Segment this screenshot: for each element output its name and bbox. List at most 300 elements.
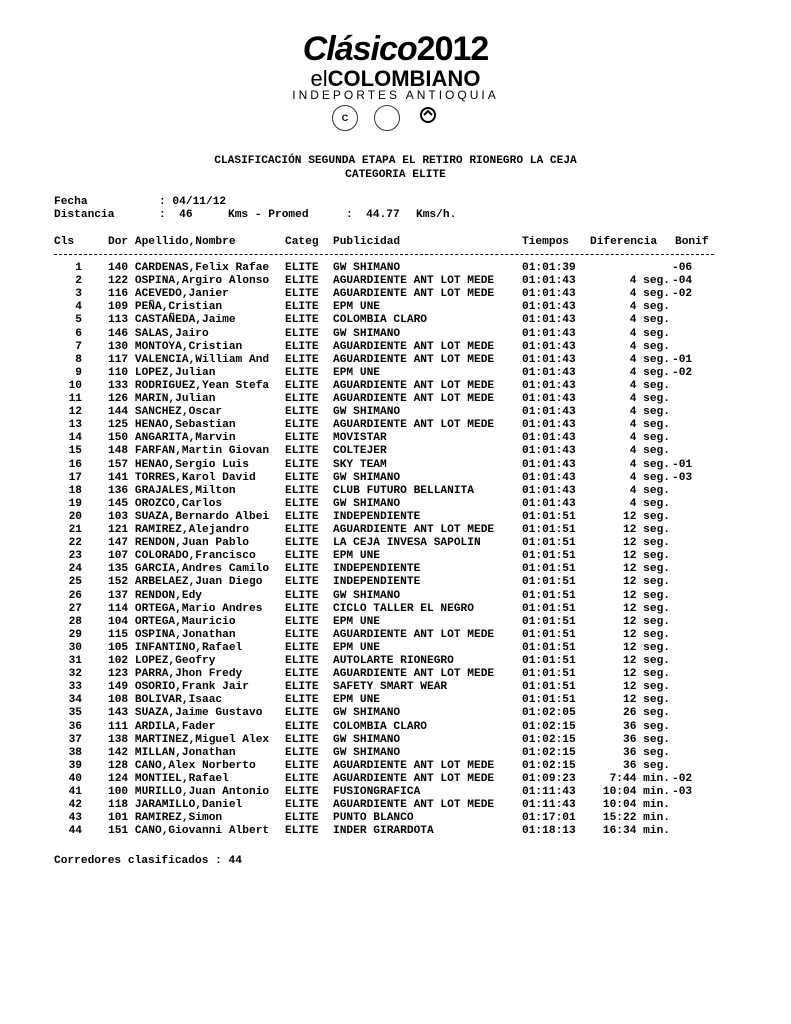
cell-cls: 42 bbox=[68, 799, 82, 812]
cell-categ: ELITE bbox=[285, 406, 319, 419]
table-row bbox=[0, 681, 791, 694]
table-row bbox=[0, 537, 791, 550]
table-row bbox=[0, 485, 791, 498]
cell-cls: 34 bbox=[68, 694, 82, 707]
sponsor-logo-indeportes bbox=[416, 105, 440, 129]
cell-dor-name: 136 GRAJALES,Milton bbox=[108, 484, 236, 497]
col-header-bonif: Bonif bbox=[675, 236, 709, 248]
cell-dor-name: 128 CANO,Alex Norberto bbox=[108, 759, 256, 772]
cell-categ: ELITE bbox=[285, 668, 319, 681]
cell-cls: 29 bbox=[68, 628, 82, 641]
cell-publicidad: AGUARDIENTE ANT LOT MEDE bbox=[333, 759, 495, 772]
cell-cls: 2 bbox=[75, 275, 82, 288]
table-row bbox=[0, 786, 791, 799]
cell-publicidad: AGUARDIENTE ANT LOT MEDE bbox=[333, 340, 495, 353]
cell-dor-name: 102 LOPEZ,Geofry bbox=[108, 655, 216, 667]
cell-diferencia: 12 seg. bbox=[623, 589, 670, 602]
cell-publicidad: GW SHIMANO bbox=[333, 746, 401, 759]
cell-diferencia: 4 seg. bbox=[629, 406, 670, 419]
cell-tiempo: 01:11:43 bbox=[522, 786, 576, 798]
cell-categ: ELITE bbox=[285, 563, 319, 576]
cell-dor-name: 109 PEÑA,Cristian bbox=[108, 301, 223, 314]
table-row bbox=[0, 393, 791, 406]
distancia-value: : 46 bbox=[159, 209, 193, 221]
cell-tiempo: 01:01:39 bbox=[522, 262, 576, 274]
table-row bbox=[0, 773, 791, 786]
cell-publicidad: GW SHIMANO bbox=[333, 262, 401, 274]
cell-publicidad: GW SHIMANO bbox=[333, 406, 401, 419]
cell-tiempo: 01:01:51 bbox=[522, 537, 576, 550]
cell-cls: 5 bbox=[75, 314, 82, 327]
cell-dor-name: 126 MARIN,Julian bbox=[108, 393, 216, 405]
cell-diferencia: 4 seg. bbox=[629, 288, 670, 301]
cell-categ: ELITE bbox=[285, 655, 319, 667]
cell-categ: ELITE bbox=[285, 550, 319, 563]
cell-tiempo: 01:01:43 bbox=[522, 419, 576, 432]
cell-publicidad: AGUARDIENTE ANT LOT MEDE bbox=[333, 628, 495, 641]
cell-cls: 25 bbox=[68, 576, 82, 589]
cell-diferencia: 4 seg. bbox=[629, 432, 670, 445]
cell-tiempo: 01:01:43 bbox=[522, 288, 576, 301]
cell-tiempo: 01:01:43 bbox=[522, 471, 576, 484]
table-row bbox=[0, 550, 791, 563]
cell-publicidad: INDER GIRARDOTA bbox=[333, 825, 434, 838]
cell-tiempo: 01:01:43 bbox=[522, 458, 576, 471]
cell-publicidad: GW SHIMANO bbox=[333, 327, 401, 340]
event-logo-subtitle: elCOLOMBIANO bbox=[310, 66, 481, 91]
cell-cls: 41 bbox=[68, 786, 82, 798]
col-header-categ: Categ bbox=[285, 236, 319, 248]
cell-publicidad: AGUARDIENTE ANT LOT MEDE bbox=[333, 353, 495, 366]
table-row bbox=[0, 314, 791, 327]
cell-publicidad: AGUARDIENTE ANT LOT MEDE bbox=[333, 419, 495, 432]
cell-dor-name: 105 INFANTINO,Rafael bbox=[108, 641, 243, 654]
cell-tiempo: 01:01:43 bbox=[522, 406, 576, 419]
cell-dor-name: 151 CANO,Giovanni Albert bbox=[108, 825, 270, 838]
cell-publicidad: AGUARDIENTE ANT LOT MEDE bbox=[333, 288, 495, 301]
cell-categ: ELITE bbox=[285, 379, 319, 392]
cell-bonif: -01 bbox=[672, 353, 693, 366]
cell-tiempo: 01:01:43 bbox=[522, 393, 576, 405]
cell-diferencia: 12 seg. bbox=[623, 537, 670, 550]
sponsor-logos bbox=[330, 105, 450, 133]
cell-cls: 7 bbox=[75, 340, 82, 353]
cell-tiempo: 01:01:51 bbox=[522, 641, 576, 654]
cell-categ: ELITE bbox=[285, 432, 319, 445]
cell-categ: ELITE bbox=[285, 786, 319, 798]
cell-tiempo: 01:09:23 bbox=[522, 772, 576, 785]
promed-value: : 44.77 bbox=[346, 209, 400, 221]
cell-bonif: -01 bbox=[672, 458, 693, 471]
cell-publicidad: CICLO TALLER EL NEGRO bbox=[333, 602, 474, 615]
cell-cls: 24 bbox=[68, 563, 82, 576]
cell-cls: 37 bbox=[68, 733, 82, 746]
cell-dor-name: 152 ARBELAEZ,Juan Diego bbox=[108, 576, 263, 589]
cell-tiempo: 01:02:15 bbox=[522, 759, 576, 772]
cell-cls: 4 bbox=[75, 301, 82, 314]
cell-dor-name: 123 PARRA,Jhon Fredy bbox=[108, 668, 243, 681]
table-row bbox=[0, 432, 791, 445]
table-row bbox=[0, 603, 791, 616]
cell-tiempo: 01:01:43 bbox=[522, 484, 576, 497]
cell-tiempo: 01:01:43 bbox=[522, 379, 576, 392]
cell-publicidad: AGUARDIENTE ANT LOT MEDE bbox=[333, 772, 495, 785]
cell-diferencia: 12 seg. bbox=[623, 628, 670, 641]
table-row bbox=[0, 445, 791, 458]
cell-dor-name: 100 MURILLO,Juan Antonio bbox=[108, 786, 270, 798]
cell-diferencia: 10:04 min. bbox=[602, 786, 670, 798]
table-row bbox=[0, 367, 791, 380]
cell-cls: 31 bbox=[68, 655, 82, 667]
table-row bbox=[0, 734, 791, 747]
cell-categ: ELITE bbox=[285, 445, 319, 458]
cell-tiempo: 01:02:15 bbox=[522, 746, 576, 759]
col-header-publicidad: Publicidad bbox=[333, 236, 401, 248]
cell-diferencia: 4 seg. bbox=[629, 497, 670, 510]
cell-tiempo: 01:01:43 bbox=[522, 445, 576, 458]
cell-dor-name: 140 CARDENAS,Felix Rafae bbox=[108, 262, 270, 274]
cell-publicidad: INDEPENDIENTE bbox=[333, 510, 421, 523]
col-header-diferencia: Diferencia bbox=[590, 236, 658, 248]
cell-diferencia: 4 seg. bbox=[629, 471, 670, 484]
fecha-value: : 04/11/12 bbox=[159, 196, 227, 208]
cell-dor-name: 135 GARCIA,Andres Camilo bbox=[108, 563, 270, 576]
cell-tiempo: 01:01:51 bbox=[522, 589, 576, 602]
table-row bbox=[0, 341, 791, 354]
cell-dor-name: 117 VALENCIA,William And bbox=[108, 353, 270, 366]
cell-cls: 32 bbox=[68, 668, 82, 681]
cell-cls: 36 bbox=[68, 720, 82, 733]
cell-diferencia: 4 seg. bbox=[629, 340, 670, 353]
table-row bbox=[0, 825, 791, 838]
cell-diferencia: 7:44 min. bbox=[609, 772, 670, 785]
cell-diferencia: 4 seg. bbox=[629, 458, 670, 471]
table-row bbox=[0, 707, 791, 720]
cell-diferencia: 12 seg. bbox=[623, 615, 670, 628]
table-row bbox=[0, 459, 791, 472]
cell-cls: 40 bbox=[68, 772, 82, 785]
cell-cls: 16 bbox=[68, 458, 82, 471]
cell-dor-name: 104 ORTEGA,Mauricio bbox=[108, 615, 236, 628]
table-row bbox=[0, 275, 791, 288]
cell-tiempo: 01:01:43 bbox=[522, 497, 576, 510]
cell-diferencia: 36 seg. bbox=[623, 720, 670, 733]
table-row bbox=[0, 576, 791, 589]
cell-diferencia: 10:04 min. bbox=[602, 799, 670, 812]
cell-tiempo: 01:01:43 bbox=[522, 314, 576, 327]
cell-diferencia: 4 seg. bbox=[629, 327, 670, 340]
cell-categ: ELITE bbox=[285, 589, 319, 602]
cell-diferencia: 12 seg. bbox=[623, 576, 670, 589]
cell-publicidad: COLTEJER bbox=[333, 445, 387, 458]
report-title: CLASIFICACIÓN SEGUNDA ETAPA EL RETIRO RIONEGRO LA CEJA bbox=[214, 155, 577, 167]
cell-cls: 15 bbox=[68, 445, 82, 458]
report-category: CATEGORIA ELITE bbox=[345, 169, 446, 181]
cell-dor-name: 142 MILLAN,Jonathan bbox=[108, 746, 236, 759]
table-row bbox=[0, 328, 791, 341]
cell-categ: ELITE bbox=[285, 576, 319, 589]
cell-tiempo: 01:11:43 bbox=[522, 799, 576, 812]
cell-diferencia: 4 seg. bbox=[629, 301, 670, 314]
cell-categ: ELITE bbox=[285, 471, 319, 484]
cell-dor-name: 103 SUAZA,Bernardo Albei bbox=[108, 510, 270, 523]
cell-cls: 39 bbox=[68, 759, 82, 772]
cell-tiempo: 01:01:43 bbox=[522, 340, 576, 353]
cell-tiempo: 01:01:51 bbox=[522, 655, 576, 667]
cell-publicidad: GW SHIMANO bbox=[333, 589, 401, 602]
event-logo-tagline: INDEPORTES ANTIOQUIA bbox=[292, 88, 499, 102]
cell-dor-name: 116 ACEVEDO,Janier bbox=[108, 288, 229, 301]
cell-diferencia: 12 seg. bbox=[623, 641, 670, 654]
cell-diferencia: 12 seg. bbox=[623, 668, 670, 681]
cell-bonif: -03 bbox=[672, 786, 693, 798]
cell-publicidad: EPM UNE bbox=[333, 550, 380, 563]
table-row bbox=[0, 760, 791, 773]
table-row bbox=[0, 419, 791, 432]
cell-cls: 27 bbox=[68, 602, 82, 615]
cell-categ: ELITE bbox=[285, 353, 319, 366]
cell-categ: ELITE bbox=[285, 458, 319, 471]
cell-categ: ELITE bbox=[285, 340, 319, 353]
cell-publicidad: GW SHIMANO bbox=[333, 733, 401, 746]
cell-publicidad: AGUARDIENTE ANT LOT MEDE bbox=[333, 275, 495, 288]
table-row bbox=[0, 590, 791, 603]
cell-publicidad: PUNTO BLANCO bbox=[333, 812, 414, 825]
cell-categ: ELITE bbox=[285, 510, 319, 523]
cell-dor-name: 133 RODRIGUEZ,Yean Stefa bbox=[108, 379, 270, 392]
cell-diferencia: 12 seg. bbox=[623, 602, 670, 615]
cell-dor-name: 111 ARDILA,Fader bbox=[108, 720, 216, 733]
cell-dor-name: 122 OSPINA,Argiro Alonso bbox=[108, 275, 270, 288]
cell-dor-name: 114 ORTEGA,Mario Andres bbox=[108, 602, 263, 615]
cell-dor-name: 149 OSORIO,Frank Jair bbox=[108, 681, 249, 694]
cell-publicidad: AGUARDIENTE ANT LOT MEDE bbox=[333, 379, 495, 392]
cell-publicidad: SAFETY SMART WEAR bbox=[333, 681, 448, 694]
cell-categ: ELITE bbox=[285, 288, 319, 301]
table-row bbox=[0, 406, 791, 419]
cell-tiempo: 01:01:51 bbox=[522, 681, 576, 694]
cell-publicidad: EPM UNE bbox=[333, 615, 380, 628]
cell-cls: 1 bbox=[75, 262, 82, 274]
cell-categ: ELITE bbox=[285, 262, 319, 274]
table-row bbox=[0, 616, 791, 629]
cell-diferencia: 12 seg. bbox=[623, 510, 670, 523]
fecha-label: Fecha bbox=[54, 196, 88, 208]
table-row bbox=[0, 498, 791, 511]
cell-categ: ELITE bbox=[285, 327, 319, 340]
table-row bbox=[0, 472, 791, 485]
cell-categ: ELITE bbox=[285, 681, 319, 694]
cell-cls: 28 bbox=[68, 615, 82, 628]
cell-diferencia: 12 seg. bbox=[623, 655, 670, 667]
cell-bonif: -03 bbox=[672, 471, 693, 484]
header-divider bbox=[54, 254, 714, 255]
cell-tiempo: 01:01:43 bbox=[522, 353, 576, 366]
cell-categ: ELITE bbox=[285, 275, 319, 288]
cell-publicidad: FUSIONGRAFICA bbox=[333, 786, 421, 798]
cell-diferencia: 15:22 min. bbox=[602, 812, 670, 825]
table-row bbox=[0, 655, 791, 668]
cell-cls: 12 bbox=[68, 406, 82, 419]
cell-bonif: -06 bbox=[672, 262, 693, 274]
cell-categ: ELITE bbox=[285, 641, 319, 654]
cell-diferencia: 12 seg. bbox=[623, 550, 670, 563]
cell-cls: 22 bbox=[68, 537, 82, 550]
table-row bbox=[0, 668, 791, 681]
cell-tiempo: 01:02:05 bbox=[522, 707, 576, 720]
cell-tiempo: 01:01:43 bbox=[522, 327, 576, 340]
cell-dor-name: 118 JARAMILLO,Daniel bbox=[108, 799, 243, 812]
cell-dor-name: 130 MONTOYA,Cristian bbox=[108, 340, 243, 353]
cell-publicidad: EPM UNE bbox=[333, 366, 380, 379]
cell-dor-name: 121 RAMIREZ,Alejandro bbox=[108, 524, 249, 536]
cell-cls: 44 bbox=[68, 825, 82, 838]
cell-publicidad: INDEPENDIENTE bbox=[333, 563, 421, 576]
cell-publicidad: LA CEJA INVESA SAPOLIN bbox=[333, 537, 481, 550]
cell-publicidad: GW SHIMANO bbox=[333, 497, 401, 510]
cell-publicidad: MOVISTAR bbox=[333, 432, 387, 445]
table-row bbox=[0, 524, 791, 537]
cell-diferencia: 4 seg. bbox=[629, 445, 670, 458]
cell-publicidad: AGUARDIENTE ANT LOT MEDE bbox=[333, 524, 495, 536]
kms-promed-label: Kms - Promed bbox=[228, 209, 309, 221]
cell-diferencia: 4 seg. bbox=[629, 314, 670, 327]
cell-cls: 26 bbox=[68, 589, 82, 602]
cell-tiempo: 01:01:51 bbox=[522, 615, 576, 628]
cell-categ: ELITE bbox=[285, 484, 319, 497]
cell-dor-name: 125 HENAO,Sebastian bbox=[108, 419, 236, 432]
table-row bbox=[0, 812, 791, 825]
cell-categ: ELITE bbox=[285, 772, 319, 785]
table-row bbox=[0, 262, 791, 275]
cell-cls: 18 bbox=[68, 484, 82, 497]
cell-cls: 23 bbox=[68, 550, 82, 563]
cell-cls: 21 bbox=[68, 524, 82, 536]
cell-cls: 13 bbox=[68, 419, 82, 432]
cell-publicidad: EPM UNE bbox=[333, 641, 380, 654]
table-row bbox=[0, 380, 791, 393]
cell-cls: 17 bbox=[68, 471, 82, 484]
table-row bbox=[0, 511, 791, 524]
cell-categ: ELITE bbox=[285, 707, 319, 720]
cell-diferencia: 16:34 min. bbox=[602, 825, 670, 838]
cell-publicidad: SKY TEAM bbox=[333, 458, 387, 471]
cell-categ: ELITE bbox=[285, 733, 319, 746]
cell-tiempo: 01:01:43 bbox=[522, 275, 576, 288]
cell-dor-name: 147 RENDON,Juan Pablo bbox=[108, 537, 249, 550]
cell-diferencia: 4 seg. bbox=[629, 379, 670, 392]
cell-tiempo: 01:01:51 bbox=[522, 694, 576, 707]
cell-cls: 19 bbox=[68, 497, 82, 510]
cell-categ: ELITE bbox=[285, 537, 319, 550]
cell-diferencia: 12 seg. bbox=[623, 694, 670, 707]
cell-cls: 3 bbox=[75, 288, 82, 301]
cell-cls: 33 bbox=[68, 681, 82, 694]
table-row bbox=[0, 301, 791, 314]
cell-diferencia: 12 seg. bbox=[623, 681, 670, 694]
cell-categ: ELITE bbox=[285, 301, 319, 314]
cell-tiempo: 01:01:51 bbox=[522, 576, 576, 589]
cell-tiempo: 01:01:51 bbox=[522, 550, 576, 563]
cell-publicidad: GW SHIMANO bbox=[333, 471, 401, 484]
cell-categ: ELITE bbox=[285, 314, 319, 327]
cell-dor-name: 145 OROZCO,Carlos bbox=[108, 497, 223, 510]
cell-tiempo: 01:02:15 bbox=[522, 733, 576, 746]
cell-tiempo: 01:02:15 bbox=[522, 720, 576, 733]
event-logo-title: Clásico2012 bbox=[302, 30, 489, 68]
cell-publicidad: AGUARDIENTE ANT LOT MEDE bbox=[333, 799, 495, 812]
cell-bonif: -02 bbox=[672, 366, 693, 379]
cell-diferencia: 36 seg. bbox=[623, 746, 670, 759]
cell-publicidad: AGUARDIENTE ANT LOT MEDE bbox=[333, 393, 495, 405]
cell-categ: ELITE bbox=[285, 628, 319, 641]
cell-cls: 35 bbox=[68, 707, 82, 720]
cell-dor-name: 144 SANCHEZ,Oscar bbox=[108, 406, 223, 419]
cell-categ: ELITE bbox=[285, 602, 319, 615]
cell-dor-name: 101 RAMIREZ,Simon bbox=[108, 812, 223, 825]
cell-tiempo: 01:01:43 bbox=[522, 432, 576, 445]
cell-dor-name: 107 COLORADO,Francisco bbox=[108, 550, 256, 563]
cell-categ: ELITE bbox=[285, 812, 319, 825]
cell-cls: 20 bbox=[68, 510, 82, 523]
table-row bbox=[0, 288, 791, 301]
table-header bbox=[0, 236, 791, 249]
cell-tiempo: 01:01:43 bbox=[522, 366, 576, 379]
cell-dor-name: 148 FARFAN,Martin Giovan bbox=[108, 445, 270, 458]
cell-cls: 14 bbox=[68, 432, 82, 445]
col-header-dor-name: Dor Apellido,Nombre bbox=[108, 236, 236, 248]
cell-cls: 9 bbox=[75, 366, 82, 379]
table-row bbox=[0, 354, 791, 367]
cell-dor-name: 157 HENAO,Sergio Luis bbox=[108, 458, 249, 471]
cell-categ: ELITE bbox=[285, 393, 319, 405]
cell-dor-name: 137 RENDON,Edy bbox=[108, 589, 202, 602]
cell-dor-name: 150 ANGARITA,Marvin bbox=[108, 432, 236, 445]
cell-tiempo: 01:01:51 bbox=[522, 668, 576, 681]
cell-diferencia: 4 seg. bbox=[629, 353, 670, 366]
cell-diferencia: 36 seg. bbox=[623, 733, 670, 746]
promed-unit: Kms/h. bbox=[416, 209, 457, 221]
cell-diferencia: 12 seg. bbox=[623, 563, 670, 576]
cell-bonif: -02 bbox=[672, 288, 693, 301]
cell-tiempo: 01:18:13 bbox=[522, 825, 576, 838]
cell-cls: 38 bbox=[68, 746, 82, 759]
cell-categ: ELITE bbox=[285, 759, 319, 772]
cell-cls: 8 bbox=[75, 353, 82, 366]
cell-categ: ELITE bbox=[285, 524, 319, 536]
cell-diferencia: 4 seg. bbox=[629, 484, 670, 497]
table-row bbox=[0, 799, 791, 812]
table-row bbox=[0, 694, 791, 707]
cell-categ: ELITE bbox=[285, 799, 319, 812]
cell-bonif: -02 bbox=[672, 772, 693, 785]
cell-categ: ELITE bbox=[285, 720, 319, 733]
table-row bbox=[0, 642, 791, 655]
cell-dor-name: 138 MARTINEZ,Miguel Alex bbox=[108, 733, 270, 746]
cell-cls: 10 bbox=[68, 379, 82, 392]
cell-publicidad: AUTOLARTE RIONEGRO bbox=[333, 655, 454, 667]
cell-dor-name: 141 TORRES,Karol David bbox=[108, 471, 256, 484]
cell-diferencia: 26 seg. bbox=[623, 707, 670, 720]
cell-publicidad: COLOMBIA CLARO bbox=[333, 720, 427, 733]
cell-tiempo: 01:17:01 bbox=[522, 812, 576, 825]
cell-diferencia: 4 seg. bbox=[629, 393, 670, 405]
cell-publicidad: GW SHIMANO bbox=[333, 707, 401, 720]
cell-dor-name: 124 MONTIEL,Rafael bbox=[108, 772, 229, 785]
cell-tiempo: 01:01:51 bbox=[522, 628, 576, 641]
col-header-cls: Cls bbox=[54, 236, 75, 248]
cell-categ: ELITE bbox=[285, 746, 319, 759]
